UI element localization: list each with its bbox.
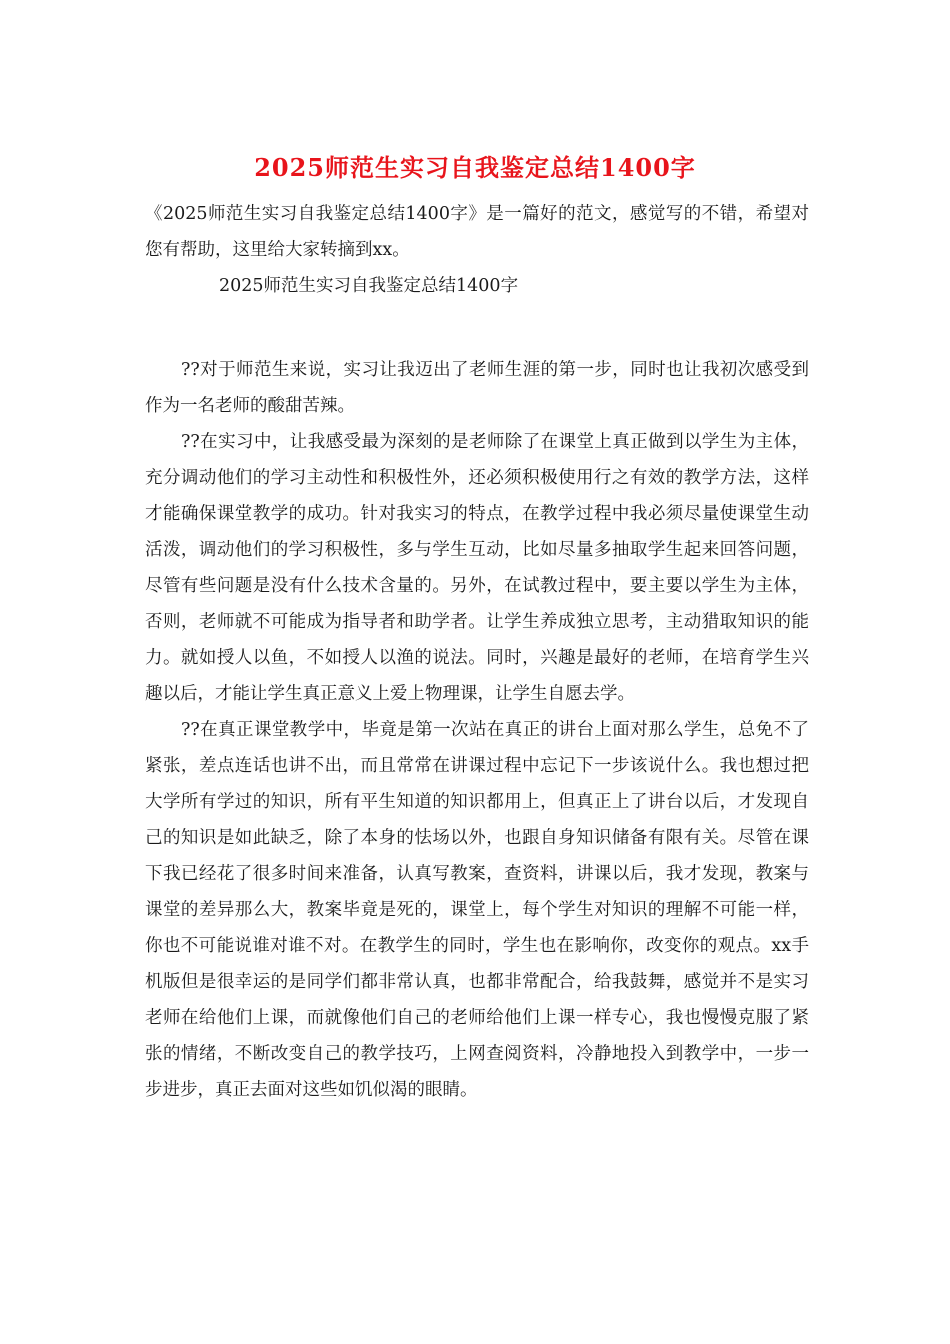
document-body: [145, 196, 809, 1108]
body-paragraph: ??在真正课堂教学中，毕竟是第一次站在真正的讲台上面对那么学生，总免不了紧张，差点连话也讲不出，而且常常在讲课过程中忘记下一步该说什么。我也想过把大学所有学过的知识，所有平生知道的知识都用上，但真正上了讲台以后，才发现自己的知识是如此缺乏，除了本身的怯场以外，也跟自身知识储备有限有关。尽管在课下我已经花了很多时间来准备，认真写教案，查资料，讲课以后，我才发现，教案与课堂的差异那么大，教案毕竟是死的，课堂上，每个学生对知识的理解不可能一样，你也不可能说谁对谁不对。在教学生的同时，学生也在影响你，改变你的观点。xx手机版但是很幸运的是同学们都非常认真，也都非常配合，给我鼓舞，感觉并不是实习老师在给他们上课，而就像他们自己的老师给他们上课一样专心，我也慢慢克服了紧张的情绪，不断改变自己的教学技巧，上网查阅资料，冷静地投入到教学中，一步一步进步，真正去面对这些如饥似渴的眼睛。: [145, 720, 809, 1100]
document-title: 2025师范生实习自我鉴定总结1400字: [254, 153, 696, 182]
document-subtitle: 2025师范生实习自我鉴定总结1400字: [219, 276, 519, 296]
body-paragraph: ??在实习中，让我感受最为深刻的是老师除了在课堂上真正做到以学生为主体，充分调动他们的学习主动性和积极性外，还必须积极使用行之有效的教学方法，这样才能确保课堂教学的成功。针对我实习的特点，在教学过程中我必须尽量使课堂生动活泼，调动他们的学习积极性，多与学生互动，比如尽量多抽取学生起来回答问题，尽管有些问题是没有什么技术含量的。另外，在试教过程中，要主要以学生为主体，否则，老师就不可能成为指导者和助学者。让学生养成独立思考，主动猎取知识的能力。就如授人以鱼，不如授人以渔的说法。同时，兴趣是最好的老师，在培育学生兴趣以后，才能让学生真正意义上爱上物理课，让学生自愿去学。: [145, 432, 809, 704]
body-paragraph: ??对于师范生来说，实习让我迈出了老师生涯的第一步，同时也让我初次感受到作为一名老师的酸甜苦辣。: [145, 360, 809, 416]
intro-paragraph: 《2025师范生实习自我鉴定总结1400字》是一篇好的范文，感觉写的不错，希望对您有帮助，这里给大家转摘到xx。: [145, 204, 809, 260]
